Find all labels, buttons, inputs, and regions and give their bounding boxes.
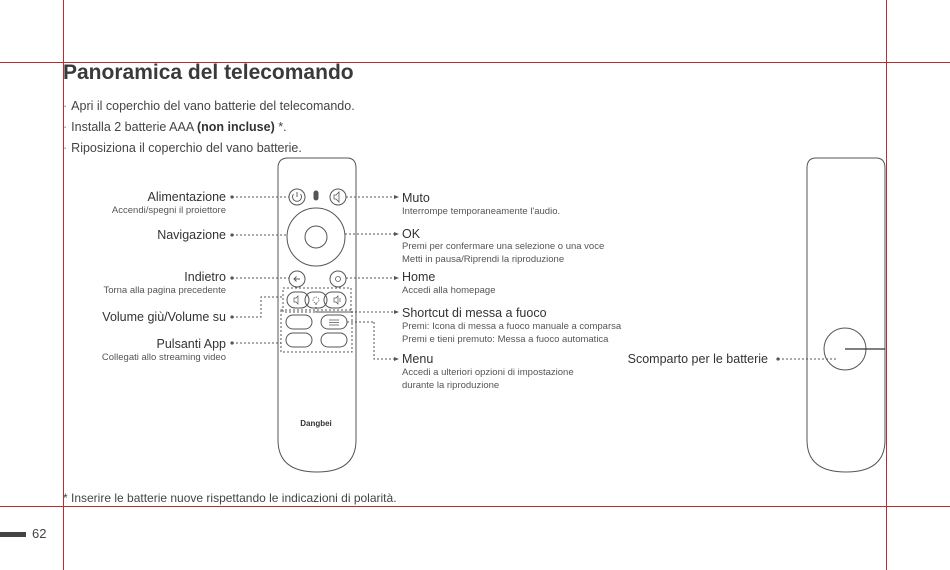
page-number-bar bbox=[0, 532, 26, 537]
menu-button bbox=[321, 315, 347, 329]
mute-button bbox=[330, 189, 346, 205]
volume-up-icon bbox=[334, 296, 340, 304]
step-2-suffix: *. bbox=[274, 120, 287, 134]
volume-down-icon bbox=[294, 296, 298, 304]
desc-focus-2: Premi e tieni premuto: Messa a fuoco automatica bbox=[402, 334, 609, 345]
label-mute: Muto bbox=[402, 191, 430, 205]
desc-menu-1: Accedi a ulteriori opzioni di impostazione bbox=[402, 367, 574, 378]
leader-volume bbox=[232, 297, 283, 317]
label-home: Home bbox=[402, 270, 436, 284]
ok-button bbox=[305, 226, 327, 248]
step-2-text: Installa 2 batterie AAA bbox=[71, 120, 194, 134]
desc-back: Torna alla pagina precedente bbox=[103, 285, 226, 296]
menu-icon bbox=[329, 320, 339, 325]
app-button-3 bbox=[321, 333, 347, 347]
desc-mute: Interrompe temporaneamente l'audio. bbox=[402, 206, 561, 217]
footnote: * Inserire le batterie nuove rispettando le indicazioni di polarità. bbox=[63, 491, 397, 505]
step-1-text: Apri il coperchio del vano batterie del telecomando. bbox=[71, 99, 355, 113]
focus-icon bbox=[313, 297, 319, 303]
label-ok: OK bbox=[402, 227, 421, 241]
label-navigation: Navigazione bbox=[157, 228, 226, 242]
page-number: 62 bbox=[32, 526, 47, 541]
label-apps: Pulsanti App bbox=[156, 337, 226, 351]
app-highlight-box bbox=[281, 310, 352, 352]
desc-menu-2: durante la riproduzione bbox=[402, 380, 500, 391]
desc-ok-2: Metti in pausa/Riprendi la riproduzione bbox=[402, 254, 565, 265]
label-focus: Shortcut di messa a fuoco bbox=[402, 306, 547, 320]
desc-power: Accendi/spegni il proiettore bbox=[111, 205, 226, 216]
step-2-bold: (non incluse) bbox=[196, 120, 275, 134]
brand-logo: Dangbei bbox=[300, 419, 332, 428]
label-power: Alimentazione bbox=[147, 190, 226, 204]
mute-icon bbox=[334, 192, 339, 202]
label-battery: Scomparto per le batterie bbox=[627, 352, 768, 366]
power-icon bbox=[293, 192, 302, 201]
home-button bbox=[330, 271, 346, 287]
page-title: Panoramica del telecomando bbox=[63, 61, 354, 84]
desc-focus-1: Premi: Icona di messa a fuoco manuale a comparsa bbox=[402, 321, 622, 332]
label-menu: Menu bbox=[402, 352, 434, 366]
label-back: Indietro bbox=[184, 270, 226, 284]
step-3-text: Riposiziona il coperchio del vano batterie. bbox=[71, 141, 302, 155]
app-button-1 bbox=[286, 315, 312, 329]
desc-ok-1: Premi per confermare una selezione o una voce bbox=[402, 241, 605, 252]
desc-apps: Collegati allo streaming video bbox=[101, 352, 226, 363]
navigation-ring bbox=[287, 208, 345, 266]
back-icon bbox=[294, 277, 300, 282]
microphone-icon bbox=[314, 191, 318, 200]
home-icon bbox=[336, 277, 341, 282]
desc-home: Accedi alla homepage bbox=[402, 285, 496, 296]
label-volume: Volume giù/Volume su bbox=[102, 310, 226, 324]
leader-menu bbox=[374, 322, 395, 359]
app-button-2 bbox=[286, 333, 312, 347]
remote-back-body bbox=[807, 158, 885, 472]
